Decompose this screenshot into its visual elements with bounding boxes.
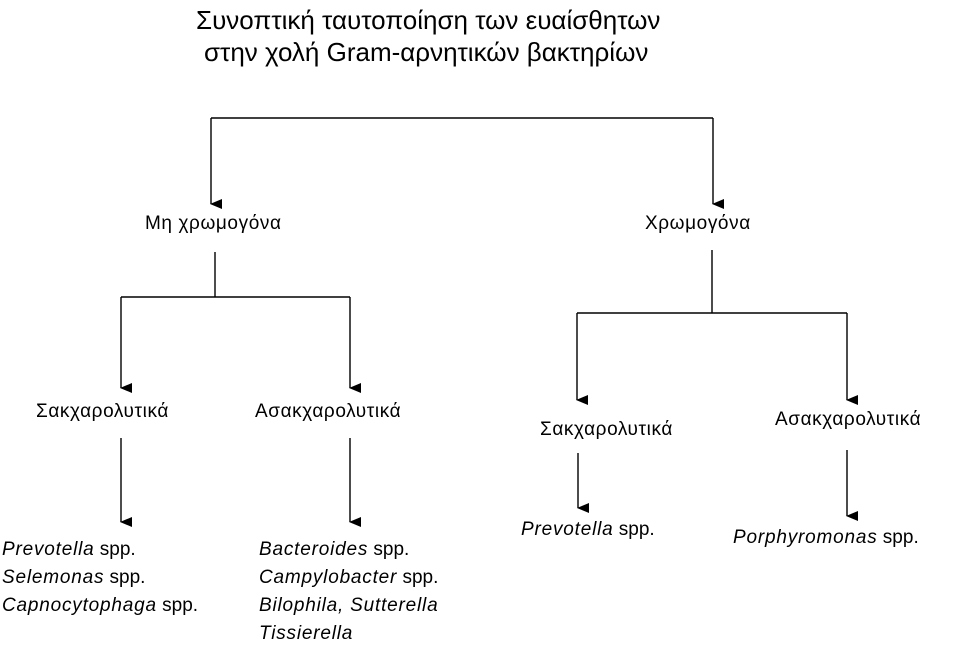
leaf-group-rr <box>733 524 919 552</box>
node-right-saccharolytic: Σακχαρολυτικά <box>540 419 673 440</box>
leaf-group-rl <box>521 516 655 544</box>
node-chromogenic: Χρωμογόνα <box>645 213 751 234</box>
leaf-item: Capnocytophaga spp. <box>2 595 199 616</box>
diagram-title <box>196 4 660 68</box>
node-non-chromogenic: Μη χρωμογόνα <box>145 213 282 234</box>
leaf-item: Prevotella spp. <box>2 539 136 560</box>
leaf-item: Bacteroides spp. <box>259 539 410 560</box>
leaf-item: Selemonas spp. <box>2 567 146 588</box>
leaf-item: Prevotella spp. <box>521 519 655 540</box>
title-line-2: στην χολή Gram-αρνητικών βακτηρίων <box>204 37 649 67</box>
leaf-item: Bilophila, Sutterella <box>259 595 439 616</box>
node-left-asaccharolytic: Ασακχαρολυτικά <box>255 401 402 422</box>
leaf-item: Tissierella <box>259 623 354 644</box>
leaf-item: Campylobacter spp. <box>259 567 439 588</box>
node-right-asaccharolytic: Ασακχαρολυτικά <box>775 409 922 430</box>
node-left-saccharolytic: Σακχαρολυτικά <box>36 401 169 422</box>
leaf-group-ll <box>2 536 198 620</box>
title-line-1: Συνοπτική ταυτοποίηση των ευαίσθητων <box>196 5 661 35</box>
leaf-group-lr <box>259 536 438 648</box>
leaf-item: Porphyromonas spp. <box>733 527 919 548</box>
